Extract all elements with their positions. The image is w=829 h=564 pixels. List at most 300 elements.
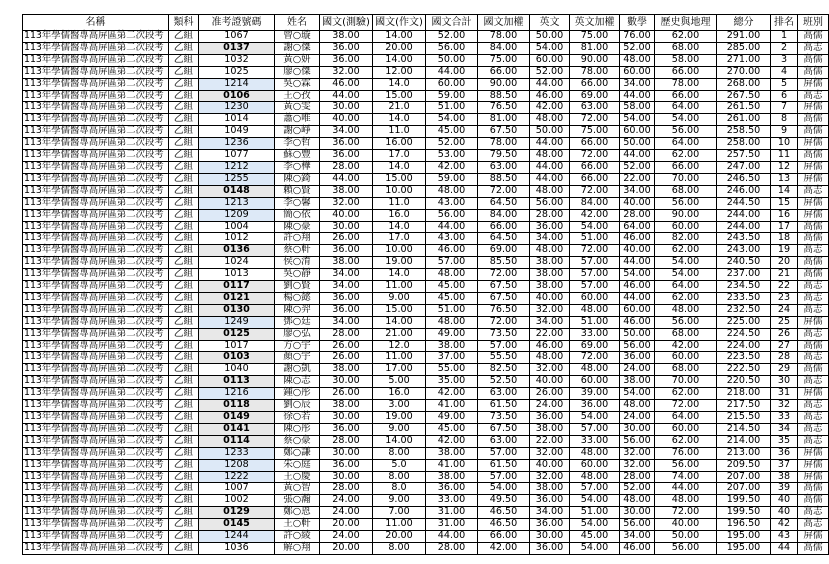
cell-admission-id: 1012 xyxy=(199,233,275,245)
table-row xyxy=(23,173,829,185)
cell-history-geography: 68.00 xyxy=(655,185,717,197)
cell-chinese-total: 44.00 xyxy=(426,66,478,78)
cell-chinese-total: 42.00 xyxy=(426,388,478,400)
cell-history-geography: 62.00 xyxy=(655,388,717,400)
cell-chinese-total: 42.00 xyxy=(426,435,478,447)
cell-english-weighted: 72.00 xyxy=(570,352,620,364)
cell-class: 高儒 xyxy=(798,31,829,43)
cell-rank: 7 xyxy=(771,102,798,114)
cell-total: 267.50 xyxy=(717,90,771,102)
cell-chinese-weighted: 79.50 xyxy=(478,150,530,162)
cell-chinese-weighted: 78.00 xyxy=(478,31,530,43)
cell-history-geography: 68.00 xyxy=(655,42,717,54)
cell-rank: 12 xyxy=(771,161,798,173)
cell-history-geography: 72.00 xyxy=(655,400,717,412)
cell-chinese-weighted: 88.50 xyxy=(478,173,530,185)
cell-english: 56.00 xyxy=(530,197,570,209)
cell-category: 乙組 xyxy=(169,269,199,281)
cell-category: 乙組 xyxy=(169,316,199,328)
cell-total: 232.50 xyxy=(717,304,771,316)
cell-rank: 2 xyxy=(771,42,798,54)
cell-exam-name: 113年學儒醫專高屏區第二次段考 xyxy=(23,257,169,269)
cell-admission-id: 0137 xyxy=(199,42,275,54)
cell-english-weighted: 57.00 xyxy=(570,423,620,435)
cell-chinese-total: 46.00 xyxy=(426,245,478,257)
cell-class: 屏儒 xyxy=(798,531,829,543)
cell-total: 224.00 xyxy=(717,340,771,352)
cell-total: 199.50 xyxy=(717,507,771,519)
cell-history-geography: 78.00 xyxy=(655,78,717,90)
cell-chinese-total: 33.00 xyxy=(426,495,478,507)
header-row xyxy=(23,15,829,31)
cell-math: 22.00 xyxy=(620,173,655,185)
cell-chinese-essay: 16.0 xyxy=(373,388,426,400)
cell-student-name: 陳○豪 xyxy=(275,221,320,233)
cell-math: 28.00 xyxy=(620,209,655,221)
cell-exam-name: 113年學儒醫專高屏區第二次段考 xyxy=(23,542,169,554)
cell-math: 32.00 xyxy=(620,459,655,471)
cell-chinese-weighted: 64.50 xyxy=(478,233,530,245)
cell-exam-name: 113年學儒醫專高屏區第二次段考 xyxy=(23,281,169,293)
cell-chinese-essay: 17.00 xyxy=(373,364,426,376)
cell-category: 乙組 xyxy=(169,161,199,173)
cell-chinese-test: 24.00 xyxy=(320,495,373,507)
header-total: 總分 xyxy=(717,15,771,31)
cell-category: 乙組 xyxy=(169,173,199,185)
cell-total: 223.50 xyxy=(717,352,771,364)
cell-chinese-test: 32.00 xyxy=(320,66,373,78)
cell-class: 高儒 xyxy=(798,495,829,507)
table-row xyxy=(23,447,829,459)
header-class: 班別 xyxy=(798,15,829,31)
header-category: 類科 xyxy=(169,15,199,31)
cell-admission-id: 1236 xyxy=(199,138,275,150)
cell-math: 44.00 xyxy=(620,150,655,162)
cell-english: 40.00 xyxy=(530,292,570,304)
cell-student-name: 張○瀚 xyxy=(275,495,320,507)
cell-math: 40.00 xyxy=(620,245,655,257)
cell-total: 213.00 xyxy=(717,447,771,459)
cell-chinese-weighted: 72.00 xyxy=(478,316,530,328)
cell-history-geography: 42.00 xyxy=(655,340,717,352)
cell-chinese-test: 38.00 xyxy=(320,185,373,197)
cell-admission-id: 1213 xyxy=(199,197,275,209)
cell-admission-id: 1049 xyxy=(199,126,275,138)
cell-chinese-total: 44.00 xyxy=(426,221,478,233)
cell-admission-id: 0141 xyxy=(199,423,275,435)
cell-chinese-total: 36.00 xyxy=(426,483,478,495)
cell-english-weighted: 72.00 xyxy=(570,150,620,162)
cell-history-geography: 62.00 xyxy=(655,150,717,162)
header-student-name: 姓名 xyxy=(275,15,320,31)
cell-total: 271.00 xyxy=(717,54,771,66)
cell-history-geography: 56.00 xyxy=(655,459,717,471)
cell-chinese-essay: 14.0 xyxy=(373,269,426,281)
table-row xyxy=(23,531,829,543)
cell-chinese-essay: 15.00 xyxy=(373,173,426,185)
cell-student-name: 陳○錡 xyxy=(275,173,320,185)
cell-category: 乙組 xyxy=(169,519,199,531)
cell-history-geography: 72.00 xyxy=(655,507,717,519)
cell-rank: 4 xyxy=(771,66,798,78)
cell-category: 乙組 xyxy=(169,376,199,388)
cell-chinese-total: 44.00 xyxy=(426,531,478,543)
header-english: 英文 xyxy=(530,15,570,31)
cell-english-weighted: 60.00 xyxy=(570,376,620,388)
cell-student-name: 曾○璇 xyxy=(275,31,320,43)
cell-total: 261.00 xyxy=(717,114,771,126)
cell-admission-id: 1017 xyxy=(199,340,275,352)
cell-student-name: 謝○崢 xyxy=(275,126,320,138)
cell-math: 28.00 xyxy=(620,471,655,483)
cell-student-name: 蘇○豐 xyxy=(275,150,320,162)
cell-class: 高志 xyxy=(798,304,829,316)
cell-english-weighted: 66.00 xyxy=(570,78,620,90)
cell-student-name: 蔡○豪 xyxy=(275,435,320,447)
cell-total: 214.50 xyxy=(717,423,771,435)
cell-admission-id: 0106 xyxy=(199,90,275,102)
cell-english: 38.00 xyxy=(530,483,570,495)
cell-category: 乙組 xyxy=(169,78,199,90)
cell-chinese-essay: 19.00 xyxy=(373,412,426,424)
cell-chinese-total: 56.00 xyxy=(426,42,478,54)
cell-total: 261.50 xyxy=(717,102,771,114)
cell-admission-id: 1212 xyxy=(199,161,275,173)
cell-chinese-test: 40.00 xyxy=(320,209,373,221)
cell-chinese-essay: 14.00 xyxy=(373,31,426,43)
cell-exam-name: 113年學儒醫專高屏區第二次段考 xyxy=(23,31,169,43)
cell-english-weighted: 33.00 xyxy=(570,435,620,447)
cell-total: 240.50 xyxy=(717,257,771,269)
cell-rank: 24 xyxy=(771,304,798,316)
cell-chinese-essay: 3.00 xyxy=(373,400,426,412)
cell-english: 48.00 xyxy=(530,245,570,257)
cell-admission-id: 1216 xyxy=(199,388,275,400)
cell-chinese-test: 24.00 xyxy=(320,531,373,543)
cell-student-name: 黃○智 xyxy=(275,483,320,495)
cell-chinese-total: 38.00 xyxy=(426,471,478,483)
cell-chinese-essay: 19.00 xyxy=(373,257,426,269)
cell-class: 高儒 xyxy=(798,364,829,376)
cell-english: 38.00 xyxy=(530,257,570,269)
cell-chinese-total: 49.00 xyxy=(426,412,478,424)
cell-english: 38.00 xyxy=(530,281,570,293)
cell-history-geography: 56.00 xyxy=(655,126,717,138)
cell-category: 乙組 xyxy=(169,304,199,316)
cell-admission-id: 1222 xyxy=(199,471,275,483)
cell-math: 36.00 xyxy=(620,352,655,364)
header-history-geography: 歷史與地理 xyxy=(655,15,717,31)
cell-total: 243.50 xyxy=(717,233,771,245)
cell-class: 高志 xyxy=(798,292,829,304)
cell-class: 高志 xyxy=(798,185,829,197)
cell-chinese-total: 59.00 xyxy=(426,173,478,185)
cell-english-weighted: 72.00 xyxy=(570,114,620,126)
cell-admission-id: 1077 xyxy=(199,150,275,162)
cell-chinese-total: 45.00 xyxy=(426,281,478,293)
cell-chinese-weighted: 67.50 xyxy=(478,423,530,435)
cell-chinese-essay: 8.00 xyxy=(373,471,426,483)
cell-english: 28.00 xyxy=(530,209,570,221)
table-row xyxy=(23,519,829,531)
cell-math: 44.00 xyxy=(620,292,655,304)
cell-english: 38.00 xyxy=(530,269,570,281)
cell-class: 高志 xyxy=(798,435,829,447)
cell-exam-name: 113年學儒醫專高屏區第二次段考 xyxy=(23,400,169,412)
cell-chinese-total: 38.00 xyxy=(426,447,478,459)
cell-admission-id: 1024 xyxy=(199,257,275,269)
cell-admission-id: 1004 xyxy=(199,221,275,233)
cell-category: 乙組 xyxy=(169,400,199,412)
cell-rank: 40 xyxy=(771,507,798,519)
cell-english: 44.00 xyxy=(530,161,570,173)
cell-total: 195.00 xyxy=(717,542,771,554)
cell-chinese-weighted: 66.00 xyxy=(478,66,530,78)
cell-chinese-test: 38.00 xyxy=(320,257,373,269)
cell-student-name: 朱○庭 xyxy=(275,459,320,471)
header-rank: 排名 xyxy=(771,15,798,31)
cell-exam-name: 113年學儒醫專高屏區第二次段考 xyxy=(23,435,169,447)
cell-chinese-test: 28.00 xyxy=(320,328,373,340)
cell-admission-id: 0145 xyxy=(199,519,275,531)
cell-english-weighted: 51.00 xyxy=(570,233,620,245)
cell-chinese-weighted: 61.50 xyxy=(478,459,530,471)
cell-chinese-test: 46.00 xyxy=(320,78,373,90)
table-row xyxy=(23,126,829,138)
cell-category: 乙組 xyxy=(169,292,199,304)
cell-chinese-test: 44.00 xyxy=(320,173,373,185)
cell-chinese-weighted: 76.50 xyxy=(478,102,530,114)
cell-category: 乙組 xyxy=(169,31,199,43)
cell-category: 乙組 xyxy=(169,209,199,221)
cell-exam-name: 113年學儒醫專高屏區第二次段考 xyxy=(23,114,169,126)
table-row xyxy=(23,78,829,90)
cell-english: 46.00 xyxy=(530,340,570,352)
cell-history-geography: 90.00 xyxy=(655,209,717,221)
cell-class: 高志 xyxy=(798,423,829,435)
cell-student-name: 蕭○唯 xyxy=(275,114,320,126)
cell-english: 44.00 xyxy=(530,138,570,150)
cell-admission-id: 1249 xyxy=(199,316,275,328)
cell-math: 76.00 xyxy=(620,31,655,43)
cell-english: 40.00 xyxy=(530,376,570,388)
cell-chinese-test: 44.00 xyxy=(320,90,373,102)
cell-chinese-weighted: 72.00 xyxy=(478,269,530,281)
cell-chinese-total: 50.00 xyxy=(426,54,478,66)
cell-english: 48.00 xyxy=(530,352,570,364)
header-chinese-essay: 國文(作文) xyxy=(373,15,426,31)
cell-chinese-test: 36.00 xyxy=(320,150,373,162)
cell-admission-id: 1209 xyxy=(199,209,275,221)
cell-admission-id: 0121 xyxy=(199,292,275,304)
cell-total: 270.00 xyxy=(717,66,771,78)
table-row xyxy=(23,138,829,150)
cell-category: 乙組 xyxy=(169,388,199,400)
cell-chinese-total: 41.00 xyxy=(426,400,478,412)
cell-history-geography: 64.00 xyxy=(655,412,717,424)
cell-class: 高儒 xyxy=(798,66,829,78)
table-row xyxy=(23,150,829,162)
cell-class: 高儒 xyxy=(798,233,829,245)
cell-admission-id: 1007 xyxy=(199,483,275,495)
cell-english-weighted: 39.00 xyxy=(570,388,620,400)
cell-chinese-total: 54.00 xyxy=(426,114,478,126)
cell-chinese-total: 45.00 xyxy=(426,126,478,138)
cell-exam-name: 113年學儒醫專高屏區第二次段考 xyxy=(23,245,169,257)
cell-total: 268.00 xyxy=(717,78,771,90)
cell-chinese-weighted: 54.00 xyxy=(478,483,530,495)
cell-chinese-essay: 14.00 xyxy=(373,435,426,447)
cell-math: 56.00 xyxy=(620,519,655,531)
cell-english-weighted: 75.00 xyxy=(570,126,620,138)
cell-category: 乙組 xyxy=(169,507,199,519)
cell-english-weighted: 66.00 xyxy=(570,138,620,150)
header-chinese-test: 國文(測驗) xyxy=(320,15,373,31)
table-row xyxy=(23,31,829,43)
cell-class: 屏儒 xyxy=(798,78,829,90)
cell-chinese-weighted: 57.00 xyxy=(478,340,530,352)
cell-history-geography: 70.00 xyxy=(655,376,717,388)
cell-rank: 38 xyxy=(771,471,798,483)
cell-category: 乙組 xyxy=(169,412,199,424)
cell-exam-name: 113年學儒醫專高屏區第二次段考 xyxy=(23,531,169,543)
cell-english-weighted: 57.00 xyxy=(570,483,620,495)
cell-history-geography: 40.00 xyxy=(655,519,717,531)
cell-class: 高志 xyxy=(798,328,829,340)
cell-category: 乙組 xyxy=(169,221,199,233)
cell-category: 乙組 xyxy=(169,495,199,507)
cell-chinese-test: 26.00 xyxy=(320,352,373,364)
cell-rank: 3 xyxy=(771,54,798,66)
cell-chinese-total: 31.00 xyxy=(426,507,478,519)
table-body xyxy=(23,31,829,555)
cell-english-weighted: 48.00 xyxy=(570,447,620,459)
cell-category: 乙組 xyxy=(169,102,199,114)
cell-chinese-test: 36.00 xyxy=(320,42,373,54)
cell-rank: 6 xyxy=(771,90,798,102)
cell-english-weighted: 33.00 xyxy=(570,328,620,340)
cell-chinese-total: 51.00 xyxy=(426,304,478,316)
cell-history-geography: 62.00 xyxy=(655,435,717,447)
cell-math: 50.00 xyxy=(620,138,655,150)
cell-student-name: 廖○傑 xyxy=(275,66,320,78)
cell-rank: 10 xyxy=(771,138,798,150)
cell-total: 222.50 xyxy=(717,364,771,376)
cell-category: 乙組 xyxy=(169,126,199,138)
cell-english: 48.00 xyxy=(530,150,570,162)
cell-exam-name: 113年學儒醫專高屏區第二次段考 xyxy=(23,102,169,114)
cell-history-geography: 64.00 xyxy=(655,281,717,293)
cell-rank: 17 xyxy=(771,221,798,233)
cell-math: 60.00 xyxy=(620,66,655,78)
cell-class: 屏儒 xyxy=(798,459,829,471)
cell-total: 243.00 xyxy=(717,245,771,257)
table-row xyxy=(23,292,829,304)
cell-admission-id: 1032 xyxy=(199,54,275,66)
cell-chinese-test: 36.00 xyxy=(320,304,373,316)
cell-total: 246.00 xyxy=(717,185,771,197)
cell-chinese-test: 38.00 xyxy=(320,400,373,412)
cell-math: 48.00 xyxy=(620,400,655,412)
cell-category: 乙組 xyxy=(169,66,199,78)
cell-class: 高志 xyxy=(798,412,829,424)
cell-history-geography: 64.00 xyxy=(655,138,717,150)
header-chinese-total: 國文合計 xyxy=(426,15,478,31)
cell-math: 56.00 xyxy=(620,340,655,352)
cell-student-name: 鄭○謙 xyxy=(275,447,320,459)
cell-chinese-weighted: 57.00 xyxy=(478,447,530,459)
cell-math: 64.00 xyxy=(620,221,655,233)
cell-admission-id: 0149 xyxy=(199,412,275,424)
cell-chinese-essay: 11.0 xyxy=(373,197,426,209)
cell-chinese-weighted: 52.50 xyxy=(478,376,530,388)
cell-class: 高儒 xyxy=(798,340,829,352)
cell-chinese-test: 34.00 xyxy=(320,126,373,138)
cell-total: 285.00 xyxy=(717,42,771,54)
cell-english-weighted: 66.00 xyxy=(570,161,620,173)
cell-exam-name: 113年學儒醫專高屏區第二次段考 xyxy=(23,352,169,364)
cell-student-name: 李○哲 xyxy=(275,138,320,150)
cell-admission-id: 1230 xyxy=(199,102,275,114)
header-chinese-weighted: 國文加權 xyxy=(478,15,530,31)
cell-category: 乙組 xyxy=(169,54,199,66)
cell-chinese-test: 38.00 xyxy=(320,31,373,43)
cell-class: 屏儒 xyxy=(798,161,829,173)
cell-english: 26.00 xyxy=(530,388,570,400)
cell-chinese-test: 30.00 xyxy=(320,471,373,483)
cell-english: 32.00 xyxy=(530,447,570,459)
cell-admission-id: 1002 xyxy=(199,495,275,507)
cell-student-name: 李○樺 xyxy=(275,161,320,173)
cell-exam-name: 113年學儒醫專高屏區第二次段考 xyxy=(23,423,169,435)
cell-chinese-test: 30.00 xyxy=(320,221,373,233)
cell-chinese-total: 43.00 xyxy=(426,197,478,209)
cell-chinese-weighted: 46.50 xyxy=(478,507,530,519)
cell-category: 乙組 xyxy=(169,459,199,471)
cell-total: 207.00 xyxy=(717,483,771,495)
cell-history-geography: 44.00 xyxy=(655,483,717,495)
cell-math: 48.00 xyxy=(620,495,655,507)
cell-math: 44.00 xyxy=(620,90,655,102)
cell-chinese-total: 48.00 xyxy=(426,316,478,328)
cell-math: 40.00 xyxy=(620,197,655,209)
cell-math: 48.00 xyxy=(620,54,655,66)
cell-exam-name: 113年學儒醫專高屏區第二次段考 xyxy=(23,90,169,102)
cell-chinese-essay: 15.00 xyxy=(373,90,426,102)
cell-chinese-essay: 14.0 xyxy=(373,114,426,126)
cell-total: 234.50 xyxy=(717,281,771,293)
cell-rank: 13 xyxy=(771,173,798,185)
cell-rank: 39 xyxy=(771,483,798,495)
table-row xyxy=(23,423,829,435)
cell-history-geography: 74.00 xyxy=(655,471,717,483)
table-row xyxy=(23,388,829,400)
cell-student-name: 王○孜 xyxy=(275,90,320,102)
cell-chinese-weighted: 49.50 xyxy=(478,495,530,507)
cell-exam-name: 113年學儒醫專高屏區第二次段考 xyxy=(23,78,169,90)
cell-student-name: 黃○妍 xyxy=(275,54,320,66)
cell-math: 32.00 xyxy=(620,447,655,459)
cell-english-weighted: 72.00 xyxy=(570,245,620,257)
cell-rank: 44 xyxy=(771,542,798,554)
table-row xyxy=(23,257,829,269)
cell-exam-name: 113年學儒醫專高屏區第二次段考 xyxy=(23,328,169,340)
cell-category: 乙組 xyxy=(169,471,199,483)
cell-english: 46.00 xyxy=(530,90,570,102)
cell-exam-name: 113年學儒醫專高屏區第二次段考 xyxy=(23,54,169,66)
cell-history-geography: 66.00 xyxy=(655,66,717,78)
cell-total: 215.50 xyxy=(717,412,771,424)
